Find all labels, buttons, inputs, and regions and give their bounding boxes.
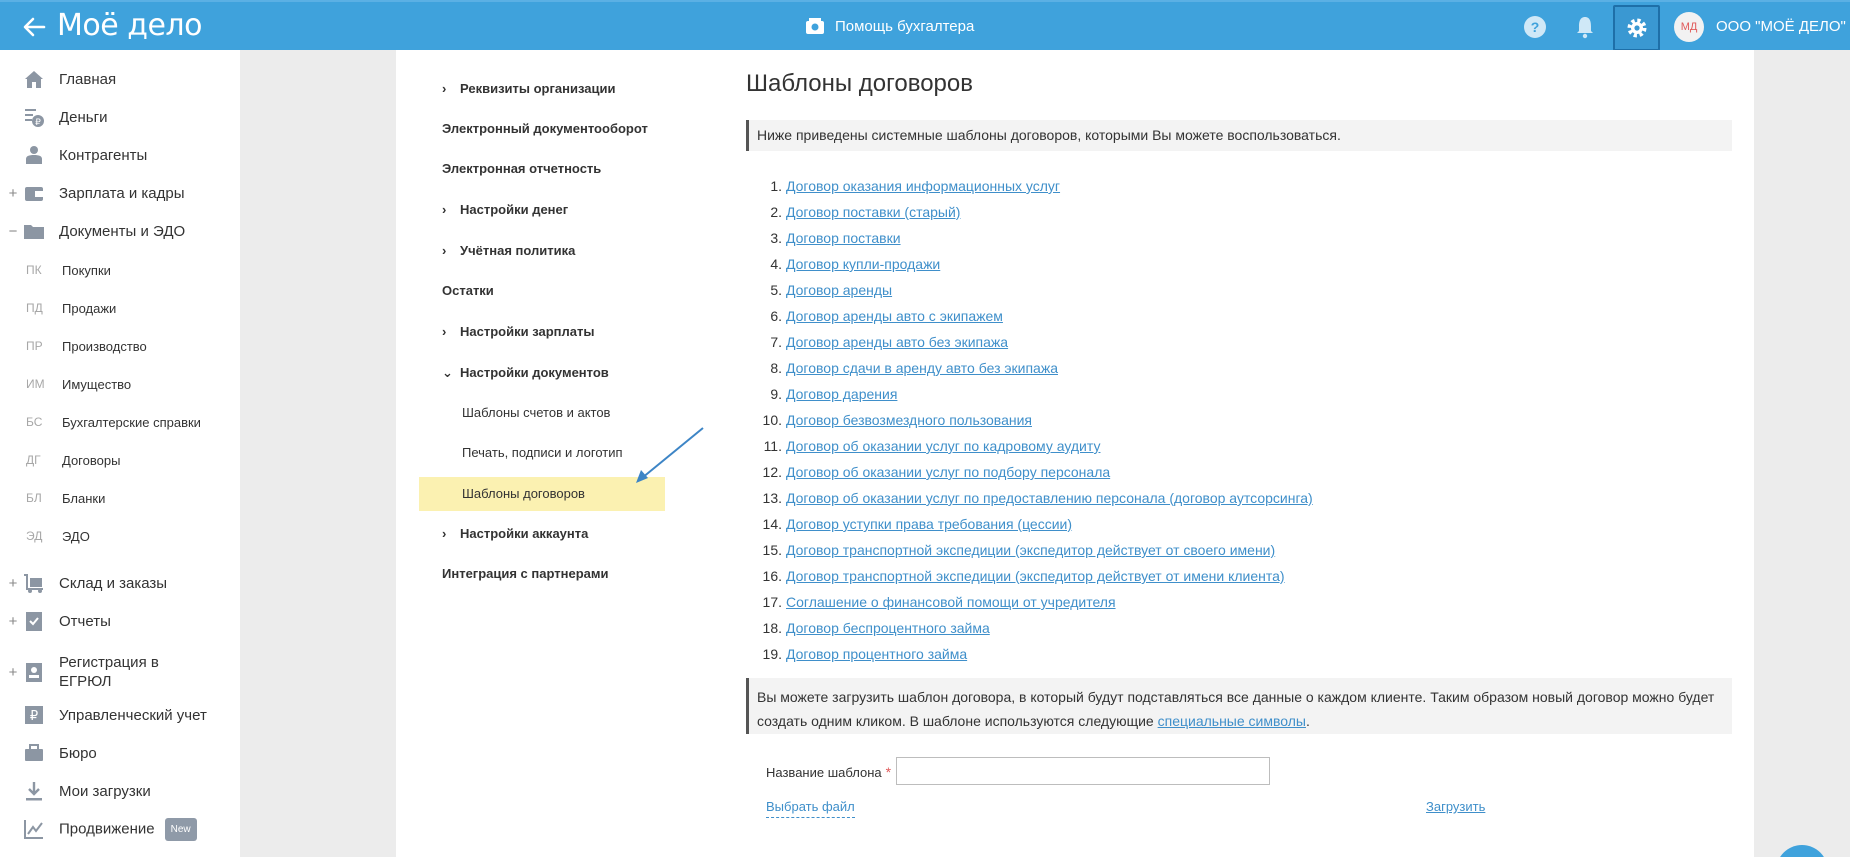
warehouse-icon bbox=[22, 571, 46, 595]
sidebar-item-label: Главная bbox=[59, 70, 117, 88]
choose-file-button[interactable]: Выбрать файл bbox=[766, 799, 855, 818]
chevron-right-icon: › bbox=[442, 81, 447, 96]
list-item: 5. Договор аренды bbox=[746, 280, 1746, 306]
annotation-arrow-icon bbox=[628, 420, 708, 486]
list-item: 3. Договор поставки bbox=[746, 228, 1746, 254]
subitem-abbr: ДГ bbox=[26, 453, 41, 467]
briefcase-icon bbox=[22, 741, 46, 765]
chevron-right-icon: › bbox=[442, 324, 447, 339]
money-icon bbox=[22, 105, 46, 129]
contractors-icon bbox=[22, 143, 46, 167]
registration-icon bbox=[22, 660, 46, 684]
subitem-label: ЭДО bbox=[62, 528, 90, 544]
template-link[interactable]: Договор транспортной экспедиции (экспедитор действует от имени клиента) bbox=[786, 568, 1285, 584]
list-item: 4. Договор купли-продажи bbox=[746, 254, 1746, 280]
sidebar-item-label: Продвижение New bbox=[59, 818, 197, 841]
reports-icon bbox=[22, 609, 46, 633]
sidebar-item-label: Зарплата и кадры bbox=[59, 184, 185, 202]
home-icon bbox=[22, 67, 46, 91]
list-item: 16. Договор транспортной экспедиции (экспедитор действует от имени клиента) bbox=[746, 566, 1746, 592]
list-item: 2. Договор поставки (старый) bbox=[746, 202, 1746, 228]
settings-item-edo[interactable]: Электронный документооборот bbox=[442, 121, 648, 136]
chevron-right-icon: › bbox=[442, 202, 447, 217]
subitem-abbr: БС bbox=[26, 415, 43, 429]
sidebar-item-label: Деньги bbox=[59, 108, 108, 126]
template-link[interactable]: Договор дарения bbox=[786, 386, 898, 402]
list-item: 13. Договор об оказании услуг по предоставлению персонала (договор аутсорсинга) bbox=[746, 488, 1746, 514]
special-symbols-link[interactable]: специальные символы bbox=[1157, 713, 1306, 729]
subitem-label: Производство bbox=[62, 338, 147, 354]
sidebar-item-label: Регистрация в ЕГРЮЛ bbox=[59, 654, 159, 690]
sidebar-item-money[interactable] bbox=[0, 100, 240, 134]
list-item: 10. Договор безвозмездного пользования bbox=[746, 410, 1746, 436]
template-link[interactable]: Договор об оказании услуг по подбору персонала bbox=[786, 464, 1111, 480]
expand-toggle[interactable]: + bbox=[8, 184, 18, 202]
settings-item-account[interactable]: › Настройки аккаунта bbox=[442, 526, 589, 541]
salary-icon bbox=[22, 181, 46, 205]
sidebar-item-contractors[interactable] bbox=[0, 138, 240, 172]
sidebar-item-warehouse[interactable] bbox=[0, 566, 240, 600]
sidebar-item-downloads[interactable] bbox=[0, 774, 240, 808]
template-link[interactable]: Договор аренды bbox=[786, 282, 893, 298]
template-link[interactable]: Договор об оказании услуг по предоставлению персонала (договор аутсорсинга) bbox=[786, 490, 1313, 506]
settings-item-org-details[interactable]: › Реквизиты организации bbox=[442, 81, 616, 96]
organization-name[interactable]: ООО "МОЁ ДЕЛО" bbox=[1716, 18, 1846, 35]
helper-label: Помощь бухгалтера bbox=[835, 17, 975, 35]
subitem-label: Договоры bbox=[62, 452, 121, 468]
template-link[interactable]: Договор транспортной экспедиции (экспедитор действует от своего имени) bbox=[786, 542, 1276, 558]
sidebar-subitem-forms[interactable] bbox=[0, 484, 240, 512]
subitem-abbr: ПД bbox=[26, 301, 43, 315]
svg-text:₽: ₽ bbox=[35, 118, 41, 128]
folder-icon bbox=[22, 219, 46, 243]
subitem-abbr: БЛ bbox=[26, 491, 42, 505]
sidebar-subitem-sales[interactable] bbox=[0, 294, 240, 322]
sidebar-item-label: Контрагенты bbox=[59, 146, 148, 164]
template-link[interactable]: Договор купли-продажи bbox=[786, 256, 941, 272]
avatar[interactable]: МД bbox=[1674, 12, 1704, 42]
list-item: 17. Соглашение о финансовой помощи от учредителя bbox=[746, 592, 1746, 618]
subitem-label: Бланки bbox=[62, 490, 106, 506]
sidebar-subitem-edo[interactable] bbox=[0, 522, 240, 550]
settings-item-money[interactable]: › Настройки денег bbox=[442, 202, 569, 217]
template-list bbox=[746, 176, 1746, 670]
page-title: Шаблоны договоров bbox=[746, 70, 974, 97]
template-link[interactable]: Договор аренды авто с экипажем bbox=[786, 308, 1003, 324]
list-item: 18. Договор беспроцентного займа bbox=[746, 618, 1746, 644]
top-bar bbox=[0, 0, 1850, 50]
sidebar-item-registration[interactable] bbox=[0, 650, 240, 694]
list-item: 19. Договор процентного займа bbox=[746, 644, 1746, 670]
chat-widget[interactable] bbox=[1776, 845, 1828, 857]
subitem-abbr: ПК bbox=[26, 263, 42, 277]
subitem-label: Покупки bbox=[62, 262, 111, 278]
gear-icon bbox=[1625, 16, 1649, 40]
register-icon bbox=[804, 16, 826, 36]
sidebar-subitem-property[interactable] bbox=[0, 370, 240, 398]
template-link[interactable]: Договор поставки (старый) bbox=[786, 204, 961, 220]
template-link[interactable]: Договор поставки bbox=[786, 230, 901, 246]
sidebar-item-label: Документы и ЭДО bbox=[59, 222, 186, 240]
sidebar-subitem-contracts[interactable] bbox=[0, 446, 240, 474]
chevron-down-icon: ⌄ bbox=[442, 365, 453, 380]
expand-toggle[interactable]: + bbox=[8, 663, 18, 681]
settings-button[interactable] bbox=[1613, 5, 1660, 51]
subitem-label: Имущество bbox=[62, 376, 132, 392]
template-link[interactable]: Договор процентного займа bbox=[786, 646, 968, 662]
svg-text:?: ? bbox=[1530, 19, 1540, 35]
settings-nav bbox=[396, 50, 696, 750]
list-item: 7. Договор аренды авто без экипажа bbox=[746, 332, 1746, 358]
download-icon bbox=[22, 779, 46, 803]
sidebar-item-label: Отчеты bbox=[59, 612, 111, 630]
template-link[interactable]: Договор уступки права требования (цессии) bbox=[786, 516, 1073, 532]
sidebar-item-promotion[interactable] bbox=[0, 812, 240, 846]
list-item: 12. Договор об оказании услуг по подбору персонала bbox=[746, 462, 1746, 488]
upload-info-text: Вы можете загрузить шаблон договора, в который будут подставляться все данные о каждом клиенте. Таким образом новый договор можно будет создать одним кликом. В шаблоне используются следующие bbox=[757, 689, 1715, 729]
info-notice: Ниже приведены системные шаблоны договоров, которыми Вы можете воспользоваться. bbox=[746, 120, 1732, 151]
chevron-right-icon: › bbox=[442, 243, 447, 258]
sidebar-item-label: Управленческий учет bbox=[59, 706, 207, 724]
template-link[interactable]: Договор сдачи в аренду авто без экипажа bbox=[786, 360, 1058, 376]
sidebar-item-bureau[interactable] bbox=[0, 736, 240, 770]
template-link[interactable]: Договор аренды авто без экипажа bbox=[786, 334, 1009, 350]
settings-item-salary[interactable]: › Настройки зарплаты bbox=[442, 324, 595, 339]
list-item: 11. Договор об оказании услуг по кадровому аудиту bbox=[746, 436, 1746, 462]
settings-item-documents[interactable]: ⌄ Настройки документов bbox=[442, 365, 609, 380]
list-item: 8. Договор сдачи в аренду авто без экипажа bbox=[746, 358, 1746, 384]
sidebar-item-reports[interactable] bbox=[0, 604, 240, 638]
bell-icon[interactable] bbox=[1572, 14, 1598, 40]
template-name-label: Название шаблона * bbox=[766, 764, 892, 780]
sidebar-item-main[interactable] bbox=[0, 62, 240, 96]
list-item: 6. Договор аренды авто с экипажем bbox=[746, 306, 1746, 332]
upload-info: Вы можете загрузить шаблон договора, в который будут подставляться все данные о каждом клиенте. Таким образом новый договор можно будет создать одним кликом. В шаблоне используются следующие специальные символы. bbox=[746, 678, 1732, 734]
subitem-abbr: ИМ bbox=[26, 377, 45, 391]
list-item: 9. Договор дарения bbox=[746, 384, 1746, 410]
settings-subitem-invoice-templates[interactable]: Шаблоны счетов и актов bbox=[462, 405, 611, 420]
settings-subitem-label: Шаблоны договоров bbox=[462, 486, 585, 501]
back-arrow-icon[interactable] bbox=[20, 13, 48, 41]
template-link[interactable]: Договор беспроцентного займа bbox=[786, 620, 990, 636]
settings-item-accounting-policy[interactable]: › Учётная политика bbox=[442, 243, 576, 258]
template-link[interactable]: Договор безвозмездного пользования bbox=[786, 412, 1032, 428]
management-icon bbox=[22, 703, 46, 727]
template-link[interactable]: Договор оказания информационных услуг bbox=[786, 178, 1061, 194]
app-logo[interactable]: Моё дело bbox=[57, 8, 202, 43]
sidebar-item-documents[interactable] bbox=[0, 214, 240, 248]
help-icon[interactable] bbox=[1522, 14, 1548, 40]
expand-toggle[interactable]: + bbox=[8, 612, 18, 630]
new-badge: New bbox=[165, 818, 197, 841]
sidebar-item-label: Бюро bbox=[59, 744, 97, 762]
sidebar-subitem-accounting-statements[interactable] bbox=[0, 408, 240, 436]
subitem-label: Бухгалтерские справки bbox=[62, 414, 201, 430]
list-item: 14. Договор уступки права требования (цессии) bbox=[746, 514, 1746, 540]
svg-text:₽: ₽ bbox=[29, 709, 39, 724]
sidebar-subitem-purchases[interactable] bbox=[0, 256, 240, 284]
expand-toggle[interactable]: + bbox=[8, 574, 18, 592]
list-item: 15. Договор транспортной экспедиции (экспедитор действует от своего имени) bbox=[746, 540, 1746, 566]
settings-subitem-print-signatures[interactable]: Печать, подписи и логотип bbox=[462, 445, 623, 460]
accountant-help-button[interactable] bbox=[804, 16, 974, 36]
upload-button[interactable]: Загрузить bbox=[1426, 799, 1486, 814]
sidebar-item-salary[interactable] bbox=[0, 176, 240, 210]
settings-item-partners[interactable]: Интеграция с партнерами bbox=[442, 566, 609, 581]
subitem-abbr: ПР bbox=[26, 339, 43, 353]
template-link[interactable]: Соглашение о финансовой помощи от учредителя bbox=[786, 594, 1116, 610]
settings-item-balances[interactable]: Остатки bbox=[442, 283, 494, 298]
collapse-toggle[interactable]: − bbox=[8, 222, 18, 240]
settings-item-e-reporting[interactable]: Электронная отчетность bbox=[442, 161, 602, 176]
required-marker: * bbox=[885, 764, 892, 780]
sidebar-item-management[interactable] bbox=[0, 698, 240, 732]
chevron-right-icon: › bbox=[442, 526, 447, 541]
sidebar-item-label: Склад и заказы bbox=[59, 574, 168, 592]
template-link[interactable]: Договор об оказании услуг по кадровому аудиту bbox=[786, 438, 1101, 454]
list-item: 1. Договор оказания информационных услуг bbox=[746, 176, 1746, 202]
sidebar-subitem-production[interactable] bbox=[0, 332, 240, 360]
template-name-input[interactable] bbox=[896, 757, 1270, 785]
main-sidebar bbox=[0, 50, 240, 857]
chart-icon bbox=[22, 817, 46, 841]
subitem-abbr: ЭД bbox=[26, 529, 43, 543]
subitem-label: Продажи bbox=[62, 300, 117, 316]
sidebar-item-label: Мои загрузки bbox=[59, 782, 151, 800]
